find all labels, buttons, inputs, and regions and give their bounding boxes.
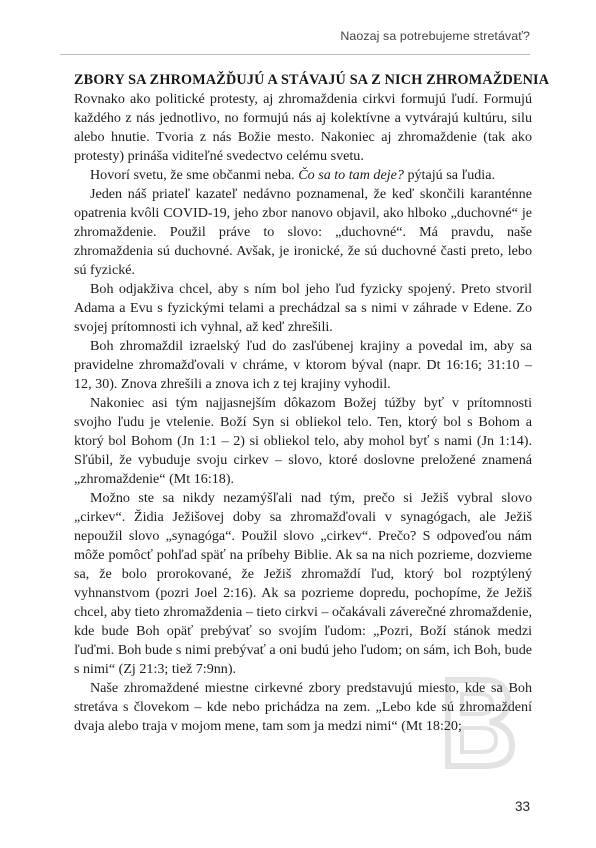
paragraph-2-tail: pýtajú sa ľudia. bbox=[403, 167, 495, 183]
paragraph-2-text: Hovorí svetu, že sme občanmi neba. bbox=[90, 167, 295, 183]
paragraph-6: Nakoniec asi tým najjasnejším dôkazom Božej túžby byť v prítomnosti svojho ľudu je vtelenie. Boží Syn si obliekol telo. Ten, ktorý bol s Bohom a ktorý bol Bohom (Jn 1:1 – 2) si obliekol telo, aby mohol byť s nami (Jn 1:14). Sľúbil, že vybuduje svoju cirkev – slovo, ktoré doslovne preložené znamená „zhromaždenie“ (Mt 16:18). bbox=[74, 395, 532, 487]
paragraph-3: Jeden náš priateľ kazateľ nedávno poznamenal, že keď skončili karanténne opatrenia kvôli COVID-19, jeho zbor nanovo objavil, ako hlboko „duchovné“ je zhromaždenie. Použil práve to slovo: „duchovné“. Má pravdu, naše zhromaždenia sú duchovné. Avšak, je ironické, že sú duchovné časti preto, lebo sú fyzické. bbox=[74, 186, 532, 278]
paragraph-2 bbox=[74, 166, 532, 185]
running-header: Naozaj sa potrebujeme stretávať? bbox=[340, 29, 530, 43]
section-heading: ZBORY SA ZHROMAŽĎUJÚ A STÁVAJÚ SA Z NICH ZHROMAŽDENIA bbox=[74, 72, 550, 88]
page-body bbox=[74, 71, 550, 736]
page-number: 33 bbox=[514, 799, 530, 814]
paragraph-7: Možno ste sa nikdy nezamýšľali nad tým, prečo si Ježiš vybral slovo „cirkev“. Židia Ježišovej doby sa zhromažďovali v synagógach, ale Ježiš nepoužil slovo „synagóga“. Použil slovo „cirkev“. Prečo? S odpoveďou nám môže pomôcť pohľad späť na príbehy Biblie. Ak sa na nich pozrieme, dozvieme sa, že bolo prorokované, že Ježiš zhromaždí ľud, ktorý bol rozptýlený vyhnanstvom (pozri Joel 2:16). Ak sa pozrieme dopredu, pochopíme, že Ježiš chcel, aby tieto zhromaždenia – tieto cirkvi – očakávali záverečné zhromaždenie, kde bude Boh opäť prebývať so svojím ľudom: „Pozri, Boží stánok medzi ľuďmi. Boh bude s nimi prebývať a oni budú jeho ľudom; on sám, ich Boh, bude s nimi“ (Zj 21:3; tiež 7:9nn). bbox=[74, 490, 532, 677]
paragraph-1: Rovnako ako politické protesty, aj zhromaždenia cirkvi formujú ľudí. Formujú každého z nás jednotlivo, no formujú nás aj kolektívne a vytvárajú kultúru, silu alebo hnutie. Tvoria z nás Božie mesto. Nakoniec aj zhromaždenie (tak ako protesty) prináša viditeľné svedectvo celému svetu. bbox=[74, 91, 532, 164]
paragraph-4: Boh odjakživa chcel, aby s ním bol jeho ľud fyzicky spojený. Preto stvoril Adama a Evu s fyzickými telami a prechádzal sa s nimi v záhrade v Edene. Zo svojej prítomnosti ich vyhnal, až keď zhrešili. bbox=[74, 281, 532, 335]
paragraph-2-question: Čo sa to tam deje? bbox=[298, 167, 404, 183]
paragraph-5: Boh zhromaždil izraelský ľud do zasľúbenej krajiny a povedal im, aby sa pravidelne zhromažďovali v chráme, v ktorom býval (napr. Dt 16:16; 31:10 – 12, 30). Znova zhrešili a znova ich z tej krajiny vyhodil. bbox=[74, 338, 532, 392]
paragraph-8: Naše zhromaždené miestne cirkevné zbory predstavujú miesto, kde sa Boh stretáva s človekom – kde nebo prichádza na zem. „Lebo kde sú zhromaždení dvaja alebo traja v mojom mene, tam som ja medzi nimi“ (Mt 18:20; bbox=[74, 680, 532, 734]
header-divider bbox=[60, 54, 530, 55]
